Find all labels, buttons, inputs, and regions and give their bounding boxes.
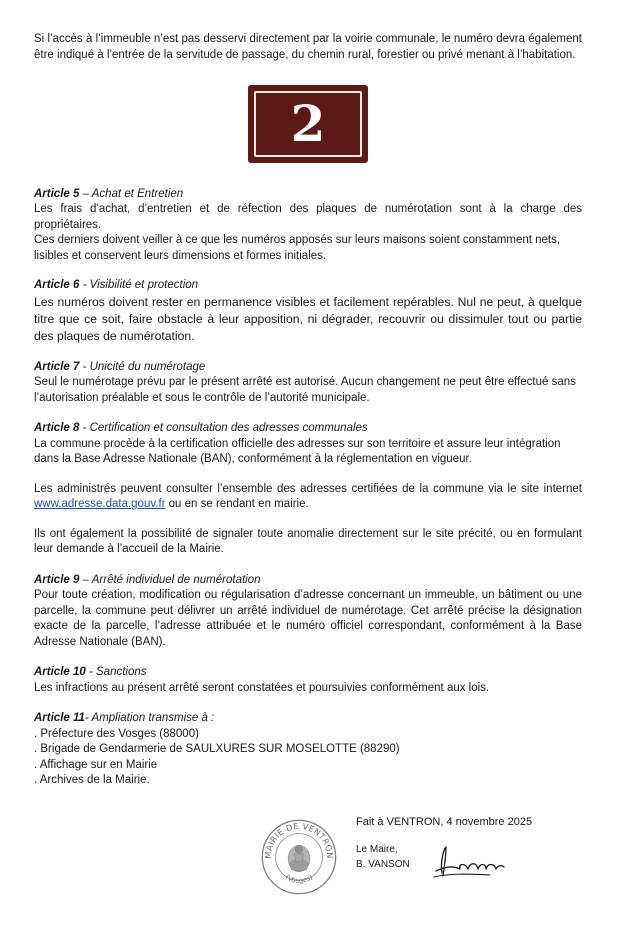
plate-number: 2 xyxy=(290,94,326,153)
document-body xyxy=(34,32,582,789)
article-8 xyxy=(34,421,582,558)
mairie-seal-stamp xyxy=(260,818,338,896)
article-heading: Article 9 – Arrêté individuel de numérotation xyxy=(34,573,261,586)
article-paragraph: Les infractions au présent arrêté seront constatées et poursuivies conformément aux lois. xyxy=(34,681,490,694)
article-6 xyxy=(34,278,582,345)
website-link[interactable]: www.adresse.data.gouv.fr xyxy=(34,498,166,510)
article-paragraph: Les frais d’achat, d’entretien et de réfection des plaques de numérotation sont à la charge des propriétaires. xyxy=(34,203,582,231)
article-heading: Article 7 - Unicité du numérotage xyxy=(34,360,206,373)
article-paragraph: Les administrés peuvent consulter l’ensemble des adresses certifiées de la commune via le site internet www.adresse.data.gouv.fr ou en se rendant en mairie. xyxy=(34,482,582,510)
article-paragraph: La commune procède à la certification officielle des adresses sur son territoire et assure leur intégration dans la Base Adresse Nationale (BAN), conformément à la réglementation en vigueur. xyxy=(34,437,561,465)
intro-paragraph: Si l’accès à l’immeuble n’est pas desservi directement par la voirie communale, le numéro devra également être indiqué à l’entrée de la servitude de passage, du chemin rural, forestier ou privé menant à l’habitation. xyxy=(34,33,582,61)
article-heading: Article 8 - Certification et consultation des adresses communales xyxy=(34,422,368,434)
signatory xyxy=(356,842,410,872)
svg-text:(Vosges): (Vosges) xyxy=(283,872,315,885)
article-9 xyxy=(34,573,582,651)
mayor-signature xyxy=(430,843,510,883)
house-number-plate xyxy=(34,85,582,169)
place-date: Fait à VENTRON, 4 novembre 2025 xyxy=(356,816,533,828)
list-item: . Brigade de Gendarmerie de SAULXURES SUR MOSELOTTE (88290) xyxy=(34,743,400,755)
article-5 xyxy=(34,187,582,265)
article-paragraph: Pour toute création, modification ou régularisation d’adresse concernant un immeuble, un bâtiment ou une parcelle, la commune peut délivrer un arrêté individuel de numérotage. Cet arrêté précise la désignation exacte de la parcelle, l’adresse attribuée et le numéro officiel correspondant, conformément à la Base Adresse Nationale (BAN). xyxy=(34,589,582,648)
signatory-role: Le Maire, xyxy=(356,844,398,855)
article-paragraph: Ces derniers doivent veiller à ce que les numéros apposés sur leurs maisons soient constamment nets, lisibles et conservent leurs dimensions et formes initiales. xyxy=(34,234,561,262)
article-paragraph: Seul le numérotage prévu par le présent arrêté est autorisé. Aucun changement ne peut être effectué sans l’autorisation préalable et sous le contrôle de l’autorité municipale. xyxy=(34,376,576,404)
seal-emblem-icon xyxy=(288,845,310,872)
article-heading: Article 10 - Sanctions xyxy=(34,666,147,678)
list-item: . Archives de la Mairie. xyxy=(34,774,150,786)
article-heading: Article 5 – Achat et Entretien xyxy=(34,187,184,200)
plate-background xyxy=(248,85,368,163)
list-item: . Préfecture des Vosges (88000) xyxy=(34,727,199,740)
article-paragraph: Les numéros doivent rester en permanence visibles et facilement repérables. Nul ne peut, à quelque titre que ce soit, faire obstacle à leur apposition, ni dégrader, recouvrir ou dissimuler tout ou partie des plaques de numérotation. xyxy=(34,294,582,343)
list-item: . Affichage sur en Mairie xyxy=(34,758,158,771)
article-paragraph: Ils ont également la possibilité de signaler toute anomalie directement sur le site précité, ou en formulant leur demande à l’accueil de la Mairie. xyxy=(34,527,582,555)
signatory-name: B. VANSON xyxy=(356,859,410,870)
plate-border xyxy=(254,91,362,157)
article-heading: Article 11- Ampliation transmise à : xyxy=(34,712,215,724)
article-7 xyxy=(34,360,582,407)
article-10 xyxy=(34,665,582,696)
svg-text:MAIRIE DE VENTRON: MAIRIE DE VENTRON xyxy=(262,820,336,860)
article-11 xyxy=(34,711,582,789)
article-heading: Article 6 - Visibilité et protection xyxy=(34,279,199,291)
